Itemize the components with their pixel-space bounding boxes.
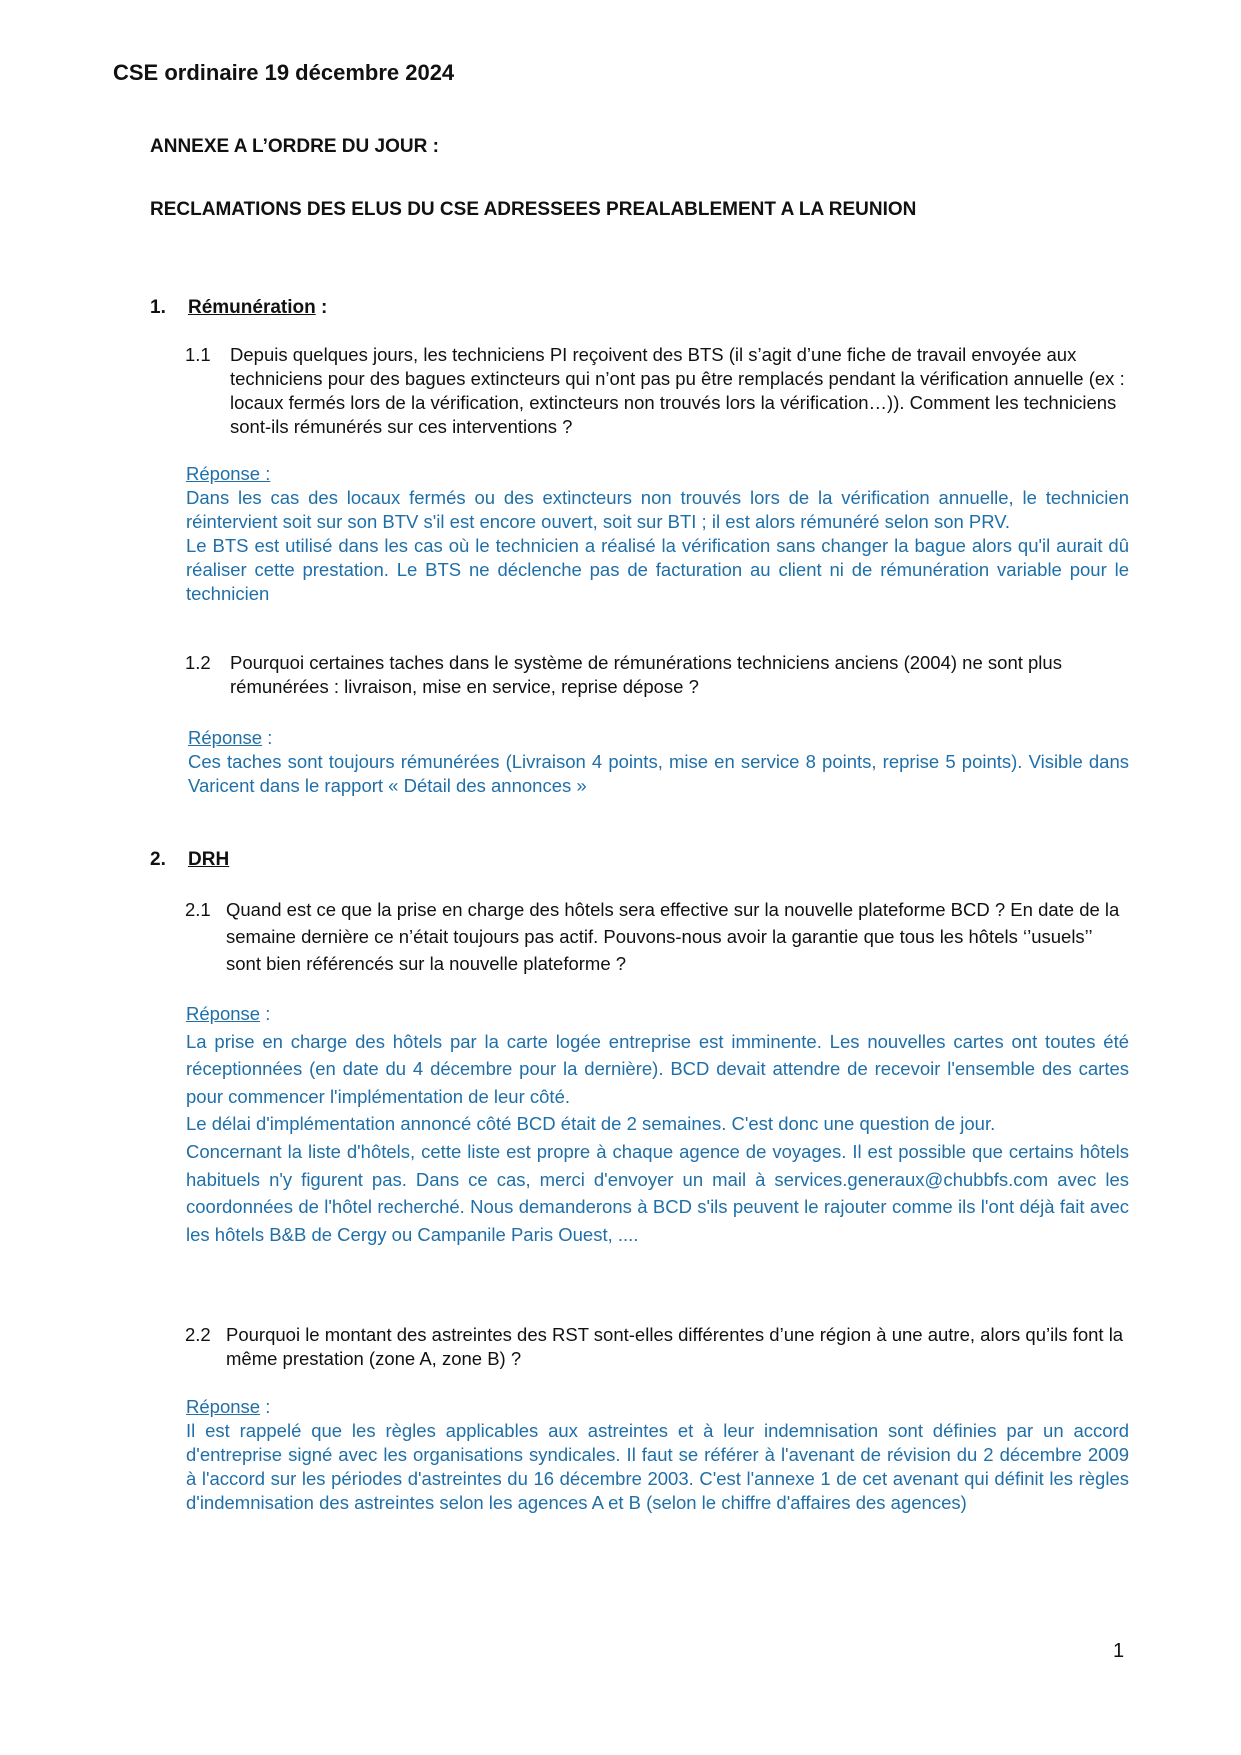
question-text: Depuis quelques jours, les techniciens PI reçoivent des BTS (il s’agit d’une fiche de travail envoyée aux techniciens pour des bagues extincteurs qui n’ont pas pu être remplacés pendant la vérification annuelle (ex : locaux fermés lors de la vérification, extincteurs non trouvés lors la vérification…)). Comment les techniciens sont-ils rémunérés sur ces interventions ? xyxy=(230,344,1125,437)
answer-paragraph: Ces taches sont toujours rémunérées (Livraison 4 points, mise en service 8 points, reprise 5 points). Visible dans Varicent dans le rapport « Détail des annonces » xyxy=(188,751,1129,796)
section-heading xyxy=(150,849,229,871)
section-heading xyxy=(150,297,327,319)
question-text: Quand est ce que la prise en charge des hôtels sera effective sur la nouvelle plateforme BCD ? En date de la semaine dernière ce n’était toujours pas actif. Pouvons-nous avoir la garantie que tous les hôtels ‘’usuels’’ sont bien référencés sur la nouvelle plateforme ? xyxy=(226,899,1120,974)
question xyxy=(185,651,1130,699)
question xyxy=(185,896,1130,977)
answer-paragraph: Dans les cas des locaux fermés ou des extincteurs non trouvés lors de la vérification annuelle, le technicien réintervient soit sur son BTV s'il est encore ouvert, soit sur BTI ; il est alors rémunéré selon son PRV. xyxy=(186,487,1129,532)
annex-title: ANNEXE A L’ORDRE DU JOUR : xyxy=(150,136,439,157)
section-number: 2. xyxy=(150,849,166,870)
answer-label: Réponse xyxy=(188,727,263,748)
question-text: Pourquoi certaines taches dans le système de rémunérations techniciens anciens (2004) ne sont plus rémunérées : livraison, mise en service, reprise dépose ? xyxy=(230,652,1062,697)
answer-paragraph: La prise en charge des hôtels par la carte logée entreprise est imminente. Les nouvelles cartes ont toutes été réceptionnées (en date du 4 décembre pour la dernière). BCD devait attendre de recevoir l'ensemble des cartes pour commencer l'implémentation de leur côté. xyxy=(186,1030,1129,1107)
answer xyxy=(186,1395,1129,1515)
question-text: Pourquoi le montant des astreintes des RST sont-elles différentes d’une région à une autre, alors qu’ils font la même prestation (zone A, zone B) ? xyxy=(226,1324,1124,1369)
question-number: 2.1 xyxy=(185,899,211,920)
answer xyxy=(186,1000,1129,1248)
answer-label-suffix: : xyxy=(260,1003,271,1024)
section-title: Rémunération xyxy=(188,297,316,318)
section-title: DRH xyxy=(188,849,230,870)
answer-label: Réponse : xyxy=(186,463,271,484)
question xyxy=(185,1323,1130,1371)
question-number: 2.2 xyxy=(185,1324,211,1345)
answer-label-suffix: : xyxy=(262,727,273,748)
section-number: 1. xyxy=(150,297,166,318)
annex-subtitle: RECLAMATIONS DES ELUS DU CSE ADRESSEES PREALABLEMENT A LA REUNION xyxy=(150,199,917,220)
page-number: 1 xyxy=(1113,1640,1125,1662)
answer-paragraph: Le BTS est utilisé dans les cas où le technicien a réalisé la vérification sans changer la bague alors qu'il aurait dû réaliser cette prestation. Le BTS ne déclenche pas de facturation au client ni de rémunération variable pour le technicien xyxy=(186,535,1129,604)
question-number: 1.1 xyxy=(185,344,211,365)
page-header: CSE ordinaire 19 décembre 2024 xyxy=(113,60,455,85)
answer-label: Réponse xyxy=(186,1396,261,1417)
question-number: 1.2 xyxy=(185,652,211,673)
answer-paragraph: Concernant la liste d'hôtels, cette liste est propre à chaque agence de voyages. Il est possible que certains hôtels habituels n'y figurent pas. Dans ce cas, merci d'envoyer un mail à services.generaux@chubbfs.com avec les coordonnées de l'hôtel recherché. Nous demanderons à BCD s'ils peuvent le rajouter comme ils l'ont déjà fait avec les hôtels B&B de Cergy ou Campanile Paris Ouest, .... xyxy=(186,1140,1129,1245)
answer xyxy=(186,462,1129,606)
answer-label: Réponse xyxy=(186,1003,261,1024)
answer-label-suffix: : xyxy=(260,1396,271,1417)
answer xyxy=(188,726,1129,798)
section-title-suffix: : xyxy=(315,297,328,318)
answer-paragraph: Le délai d'implémentation annoncé côté BCD était de 2 semaines. C'est donc une question de jour. xyxy=(186,1113,996,1135)
question xyxy=(185,343,1130,439)
answer-paragraph: Il est rappelé que les règles applicables aux astreintes et à leur indemnisation sont définies par un accord d'entreprise signé avec les organisations syndicales. Il faut se référer à l'avenant de révision du 2 décembre 2009 à l'accord sur les périodes d'astreintes du 16 décembre 2003. C'est l'annexe 1 de cet avenant qui définit les règles d'indemnisation des astreintes selon les agences A et B (selon le chiffre d'affaires des agences) xyxy=(186,1420,1129,1513)
